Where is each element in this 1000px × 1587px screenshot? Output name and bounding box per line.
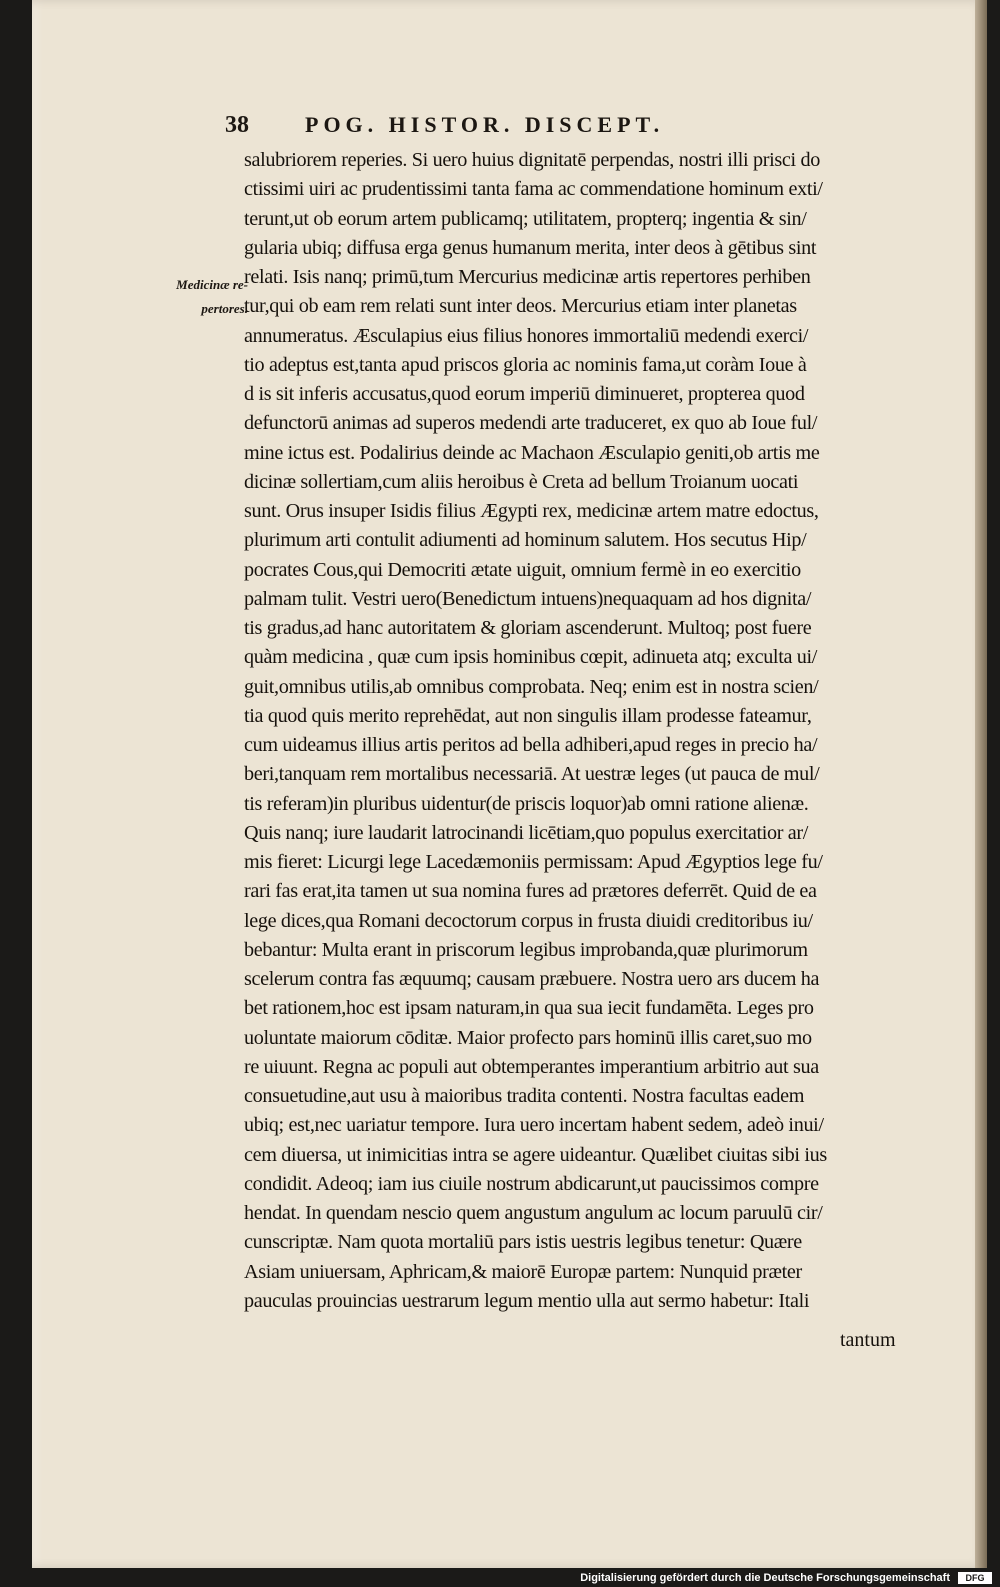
- dfg-logo-icon: DFG: [958, 1572, 992, 1584]
- page-number: 38: [225, 112, 249, 138]
- text-line: salubriorem reperies. Si uero huius dignitatē perpendas, nostri illi prisci do: [244, 149, 820, 171]
- text-line: lege dices,qua Romani decoctorum corpus in frusta diuidi creditoribus iu/: [244, 909, 813, 932]
- text-line: plurimum arti contulit adiumenti ad hominum salutem. Hos secutus Hip/: [244, 529, 807, 552]
- body-text: [244, 146, 952, 1316]
- text-line: mis fieret: Licurgi lege Lacedæmoniis permissam: Apud Ægyptios lege fu/: [244, 851, 823, 873]
- text-line: quàm medicina , quæ cum ipsis hominibus cœpit, adinueta atq; exculta ui/: [244, 646, 818, 669]
- running-head: POG. HISTOR. DISCEPT.: [305, 112, 665, 137]
- text-line: uoluntate maiorum cōditæ. Maior profecto pars hominū illis caret,suo mo: [244, 1026, 812, 1049]
- text-line: tis gradus,ad hanc autoritatem & gloriam ascenderunt. Multoq; post fuere: [244, 617, 812, 639]
- text-line: condidit. Adeoq; iam ius ciuile nostrum abdicarunt,ut paucissimos compre: [244, 1172, 819, 1195]
- margin-note-line: Medicinæ re-: [176, 277, 248, 292]
- text-line: cem diuersa, ut inimicitias intra se agere uideantur. Quælibet ciuitas sibi ius: [244, 1143, 827, 1166]
- text-line: annumeratus. Æsculapius eius filius honores immortaliū medendi exerci/: [244, 324, 809, 347]
- text-line: pauculas prouincias uestrarum legum mentio ulla aut sermo habetur: Itali: [244, 1289, 810, 1312]
- text-line: scelerum contra fas æquumq; causam præbuere. Nostra uero ars ducem ha: [244, 968, 820, 990]
- text-line: tur,qui ob eam rem relati sunt inter deos. Mercurius etiam inter planetas: [244, 295, 797, 318]
- text-line: re uiuunt. Regna ac populi aut obtemperantes imperantium arbitrio aut sua: [244, 1055, 819, 1078]
- text-line: relati. Isis nanq; primū,tum Mercurius medicinæ artis repertores perhiben: [244, 266, 811, 288]
- text-line: hendat. In quendam nescio quem angustum angulum ac locum paruulū cir/: [244, 1202, 823, 1224]
- text-line: sunt. Orus insuper Isidis filius Ægypti rex, medicinæ artem matre edoctus,: [244, 500, 819, 522]
- margin-note-line: pertores.: [201, 301, 248, 316]
- margin-note: [148, 273, 248, 321]
- text-line: terunt,ut ob eorum artem publicamq; utilitatem, propterq; ingentia & sin/: [244, 207, 807, 230]
- text-line: dicinæ sollertiam,cum aliis heroibus è Creta ad bellum Troianum uocati: [244, 470, 799, 493]
- text-line: guit,omnibus utilis,ab omnibus comprobata. Neq; enim est in nostra scien/: [244, 675, 819, 698]
- text-line: tis referam)in pluribus uidentur(de priscis loquor)ab omni ratione alienæ.: [244, 792, 809, 815]
- text-line: Asiam uniuersam, Aphricam,& maiorē Europæ partem: Nunquid præter: [244, 1260, 802, 1283]
- text-line: beri,tanquam rem mortalibus necessariā. At uestræ leges (ut pauca de mul/: [244, 763, 820, 786]
- text-line: bebantur: Multa erant in priscorum legibus improbanda,quæ plurimorum: [244, 938, 808, 961]
- text-line: ctissimi uiri ac prudentissimi tanta fama ac commendatione hominum exti/: [244, 178, 823, 201]
- footer-credit: Digitalisierung gefördert durch die Deutsche Forschungsgemeinschaft: [580, 1572, 950, 1584]
- text-line: palmam tulit. Vestri uero(Benedictum intuens)nequaquam ad hos dignita/: [244, 587, 812, 610]
- text-line: Quis nanq; iure laudarit latrocinandi licētiam,quo populus exercitatior ar/: [244, 821, 809, 844]
- text-line: mine ictus est. Podalirius deinde ac Machaon Æsculapio geniti,ob artis me: [244, 441, 820, 464]
- text-line: tia quod quis merito reprehēdat, aut non singulis illam prodesse fateamur,: [244, 704, 812, 727]
- text-line: pocrates Cous,qui Democriti ætate uiguit, omnium fermè in eo exercitio: [244, 558, 801, 581]
- page-spine: [975, 0, 987, 1568]
- page-header: [225, 112, 835, 146]
- text-line: gularia ubiq; diffusa erga genus humanum merita, inter deos à gētibus sint: [244, 236, 817, 259]
- text-line: ubiq; est,nec uariatur tempore. Iura uero incertam habent sedem, adeò inui/: [244, 1114, 824, 1137]
- text-line: tio adeptus est,tanta apud priscos gloria ac nominis fama,ut coràm Ioue à: [244, 353, 807, 376]
- text-line: cunscriptæ. Nam quota mortaliū pars istis uestris legibus tenetur: Quære: [244, 1231, 802, 1254]
- text-line: d is sit inferis accusatus,quod eorum imperiū diminueret, propterea quod: [244, 383, 805, 405]
- text-line: defunctorū animas ad superos medendi arte traduceret, ex quo ab Ioue ful/: [244, 412, 818, 435]
- text-line: consuetudine,aut usu à maioribus tradita contenti. Nostra facultas eadem: [244, 1085, 805, 1107]
- text-line: cum uideamus illius artis peritos ad bella adhiberi,apud reges in precio ha/: [244, 734, 818, 756]
- text-line: rari fas erat,ita tamen ut sua nomina fures ad prætores deferrēt. Quid de ea: [244, 880, 817, 903]
- catchword: tantum: [840, 1329, 896, 1351]
- text-line: bet rationem,hoc est ipsam naturam,in qua sua iecit fundamēta. Leges pro: [244, 997, 814, 1020]
